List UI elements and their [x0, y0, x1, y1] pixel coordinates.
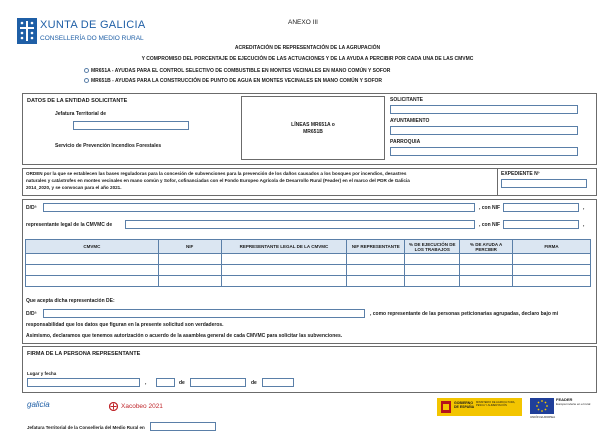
col-cmvmc: CMVMC [26, 240, 159, 254]
heading-line-1: ACREDITACIÓN DE REPRESENTACIÓN DE LA AGRUPACIÓN [234, 45, 381, 51]
table-cell[interactable] [460, 254, 513, 265]
table-cell[interactable] [513, 254, 591, 265]
parroquia-input[interactable] [390, 147, 578, 156]
lines-label-2: MR651B [303, 129, 323, 135]
org-subtitle: CONSELLERÍA DO MEDIO RURAL [40, 35, 144, 42]
ayuntamiento-label: AYUNTAMIENTO [390, 118, 430, 124]
order-text-line-2: naturales y catástrofes en montes vecinales en mano común y Sofor, cofinanciadas con el Fondo Europeo Agrícola de Desarrollo Rural (Feader) en el marco del PDR de Galicia [26, 178, 410, 183]
table-cell[interactable] [347, 254, 405, 265]
place-comma: , [145, 380, 147, 386]
order-divider [497, 168, 498, 196]
table-cell[interactable] [405, 276, 460, 287]
table-cell[interactable] [405, 254, 460, 265]
table-cell[interactable] [158, 276, 221, 287]
gov-text-1: GOBIERNO [454, 401, 474, 405]
rep-cmvmc-input[interactable] [125, 220, 475, 229]
expediente-input[interactable] [501, 179, 587, 188]
expediente-label: EXPEDIENTE Nº [501, 171, 540, 177]
responsibility-text: responsabilidad que los datos que figuran en la presente solicitud son verdaderos. [26, 322, 224, 328]
parroquia-label: PARROQUIA [390, 139, 421, 145]
jefatura-input[interactable] [73, 121, 189, 130]
solicitante-input[interactable] [390, 105, 578, 114]
col-pct-ejecucion: % DE EJECUCIÓN DE LOS TRABAJOS [405, 240, 460, 254]
table-cell[interactable] [26, 276, 159, 287]
solicitante-label: SOLICITANTE [390, 97, 423, 103]
applicant-section-title: DATOS DE LA ENTIDAD SOLICITANTE [27, 98, 128, 104]
table-cell[interactable] [26, 265, 159, 276]
table-cell[interactable] [221, 276, 347, 287]
dd-comma: , [583, 205, 585, 211]
also-text: Asimismo, declaramos que tenemos autorización o acuerdo de la asamblea general de cada CMVMC para solicitar las subvenciones. [26, 333, 343, 339]
xacobeo-shell-icon [109, 402, 118, 411]
col-nif: NIF [158, 240, 221, 254]
table-row [26, 276, 591, 287]
table-cell[interactable] [513, 265, 591, 276]
org-title: XUNTA DE GALICIA [40, 19, 146, 31]
table-cell[interactable] [158, 265, 221, 276]
gov-text-2: DE ESPAÑA [454, 405, 475, 409]
heading-line-2: Y COMPROMISO DEL PORCENTAJE DE EJECUCIÓN DE LAS ACTUACIONES Y DE LA AYUDA A PERCIBIR POR CADA UNA DE LAS CMVMC [141, 56, 474, 62]
annex-label: ANEXO III [288, 19, 318, 26]
col-pct-ayuda: % DE AYUDA A PERCIBIR [460, 240, 513, 254]
signature-title: FIRMA DE LA PERSONA REPRESENTANTE [27, 351, 141, 357]
option-mr651b-label: MR651B - AYUDAS PARA LA CONSTRUCCIÓN DE PUNTO DE AGUA EN MONTES VECINALES EN MANO COMÚN Y SOFOR [91, 78, 383, 84]
table-cell[interactable] [221, 254, 347, 265]
eu-text: UNIÓN EUROPEA [530, 415, 556, 419]
option-mr651a-label: MR651A - AYUDAS PARA EL CONTROL SELECTIVO DE COMBUSTIBLE EN MONTES VECINALES EN MANO COMÚN Y SOFOR [91, 68, 391, 74]
xunta-crest-icon [17, 18, 37, 44]
option-mr651b-radio[interactable] [84, 78, 89, 83]
ayuntamiento-input[interactable] [390, 126, 578, 135]
table-header-row [26, 240, 591, 254]
lines-box [241, 96, 385, 160]
day-input[interactable] [156, 378, 175, 387]
lines-label: LÍNEAS MR651A o [291, 122, 335, 128]
as-rep-text: , como representante de las personas peticionarias agrupadas, declaro bajo mi [370, 311, 559, 317]
table-row [26, 254, 591, 265]
spain-crest-icon [441, 401, 451, 413]
table-cell[interactable] [158, 254, 221, 265]
rep-comma: , [583, 222, 585, 228]
feader-sub: Europa invierte en el rural [556, 402, 591, 406]
order-text-line-1: ORDEN por la que se establecen las bases reguladoras para la concesión de subvenciones para la prevención de los daños causados a los bosques por incendios, desastres [26, 171, 407, 176]
de-label-2: de [251, 380, 257, 386]
place-date-label: Lugar y fecha [27, 371, 57, 376]
col-firma: FIRMA [513, 240, 591, 254]
table-row [26, 265, 591, 276]
table-cell[interactable] [405, 265, 460, 276]
rep-nif-label: , con NIF [479, 222, 501, 228]
galicia-logo: galicia [27, 400, 50, 409]
option-mr651a-radio[interactable] [84, 68, 89, 73]
cmvmc-table [25, 239, 591, 287]
dd-nif-input[interactable] [503, 203, 579, 212]
footer-jefatura-label: Jefatura Territorial de la Consellería del Medio Rural en [27, 425, 145, 430]
rep-label: representante legal de la CMVMC de [26, 222, 113, 228]
dd-label: D/Dª [26, 205, 37, 211]
footer-jefatura-input[interactable] [150, 422, 216, 431]
table-cell[interactable] [513, 276, 591, 287]
dd-name-input[interactable] [43, 203, 475, 212]
table-cell[interactable] [460, 276, 513, 287]
table-cell[interactable] [221, 265, 347, 276]
jefatura-label: Jefatura Territorial de [55, 111, 107, 117]
eu-flag-icon [530, 398, 554, 414]
ministry-text: MINISTERIO DE AGRICULTURA, PESCA Y ALIMENTACIÓN [476, 401, 516, 408]
order-text-line-3: 2014_2020, y se convocan para el año 2021. [26, 185, 122, 190]
acc-dd-input[interactable] [43, 309, 365, 318]
rep-nif-input[interactable] [503, 220, 579, 229]
acc-dd-label: D/Dª [26, 311, 37, 317]
feader-text: FEADER [556, 397, 573, 402]
table-cell[interactable] [460, 265, 513, 276]
place-input[interactable] [27, 378, 140, 387]
table-cell[interactable] [347, 276, 405, 287]
col-nif-rep: NIF REPRESENTANTE [347, 240, 405, 254]
de-label-1: de [179, 380, 185, 386]
table-cell[interactable] [347, 265, 405, 276]
col-rep-legal: REPRESENTANTE LEGAL DE LA CMVMC [221, 240, 347, 254]
month-input[interactable] [190, 378, 246, 387]
xacobeo-logo: Xacobeo 2021 [121, 403, 163, 410]
table-cell[interactable] [26, 254, 159, 265]
service-text: Servicio de Prevención Incendios Forestales [55, 143, 162, 149]
year-input[interactable] [262, 378, 294, 387]
accepts-label: Que acepta dicha representación DE: [26, 298, 115, 304]
dd-nif-label: , con NIF [479, 205, 501, 211]
